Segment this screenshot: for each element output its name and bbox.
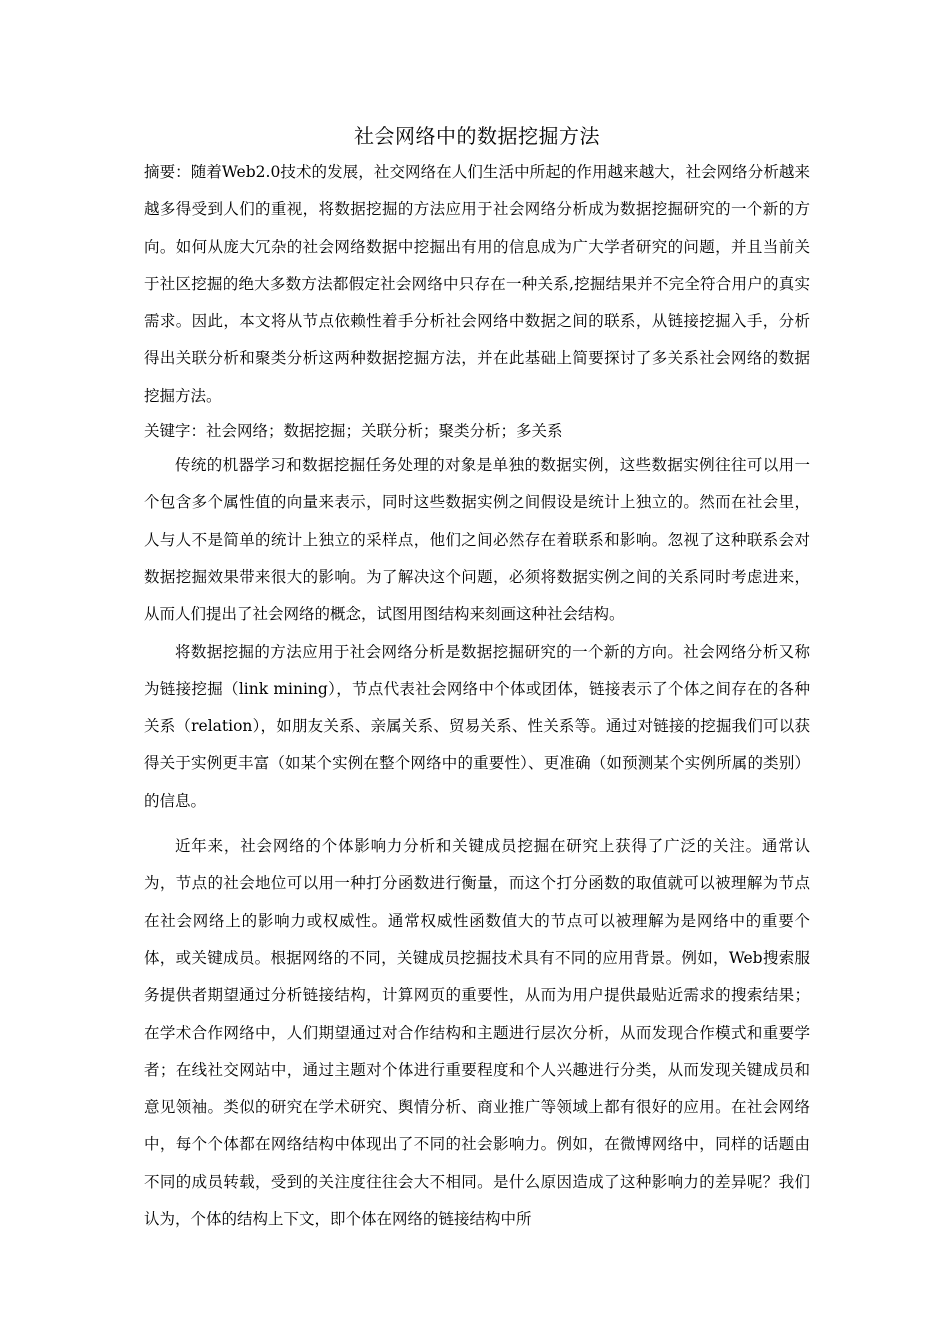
paper-title: 社会网络中的数据挖掘方法 [354,124,600,148]
keywords-line: 关键字：社会网络；数据挖掘；关联分析；聚类分析；多关系 [144,422,563,441]
body-paragraph-3: 近年来，社会网络的个体影响力分析和关键成员挖掘在研究上获得了广泛的关注。通常认为，节点的社会地位可以用一种打分函数进行衡量，而这个打分函数的取值就可以被理解为节点在社会网络上的影响力或权威性。通常权威性函数值大的节点可以被理解为是网络中的重要个体，或关键成员。根据网络的不同，关键成员挖掘技术具有不同的应用背景。例如，Web搜索服务提供者期望通过分析链接结构，计算网页的重要性，从而为用户提供最贴近需求的搜索结果；在学术合作网络中，人们期望通过对合作结构和主题进行层次分析，从而发现合作模式和重要学者；在线社交网站中，通过主题对个体进行重要程度和个人兴趣进行分类，从而发现关键成员和意见领袖。类似的研究在学术研究、舆情分析、商业推广等领域上都有很好的应用。在社会网络中，每个个体都在网络结构中体现出了不同的社会影响力。例如，在微博网络中，同样的话题由不同的成员转载，受到的关注度往往会大不相同。是什么原因造成了这种影响力的差异呢？我们认为，个体的结构上下文，即个体在网络的链接结构中所 [144,837,810,1229]
body-paragraph-2: 将数据挖掘的方法应用于社会网络分析是数据挖掘研究的一个新的方向。社会网络分析又称为链接挖掘（link mining），节点代表社会网络中个体或团体，链接表示了个体之间存在的各种关系（relation），如朋友关系、亲属关系、贸易关系、性关系等。通过对链接的挖掘我们可以获得关于实例更丰富（如某个实例在整个网络中的重要性）、更准确（如预测某个实例所属的类别）的信息。 [144,642,810,810]
abstract-paragraph: 摘要：随着Web2.0技术的发展，社交网络在人们生活中所起的作用越来越大，社会网络分析越来越多得受到人们的重视，将数据挖掘的方法应用于社会网络分析成为数据挖掘研究的一个新的方向。如何从庞大冗杂的社会网络数据中挖掘出有用的信息成为广大学者研究的问题，并且当前关于社区挖掘的绝大多数方法都假定社会网络中只存在一种关系,挖掘结果并不完全符合用户的真实需求。因此，本文将从节点依赖性着手分析社会网络中数据之间的联系，从链接挖掘入手，分析得出关联分析和聚类分析这两种数据挖掘方法，并在此基础上简要探讨了多关系社会网络的数据挖掘方法。 [144,163,810,405]
body-paragraph-1: 传统的机器学习和数据挖掘任务处理的对象是单独的数据实例，这些数据实例往往可以用一个包含多个属性值的向量来表示，同时这些数据实例之间假设是统计上独立的。然而在社会里，人与人不是简单的统计上独立的采样点，他们之间必然存在着联系和影响。忽视了这种联系会对数据挖掘效果带来很大的影响。为了解决这个问题，必须将数据实例之间的关系同时考虑进来，从而人们提出了社会网络的概念，试图用图结构来刻画这种社会结构。 [144,456,810,624]
paragraph-gap [144,820,810,828]
document-body [144,118,810,1238]
